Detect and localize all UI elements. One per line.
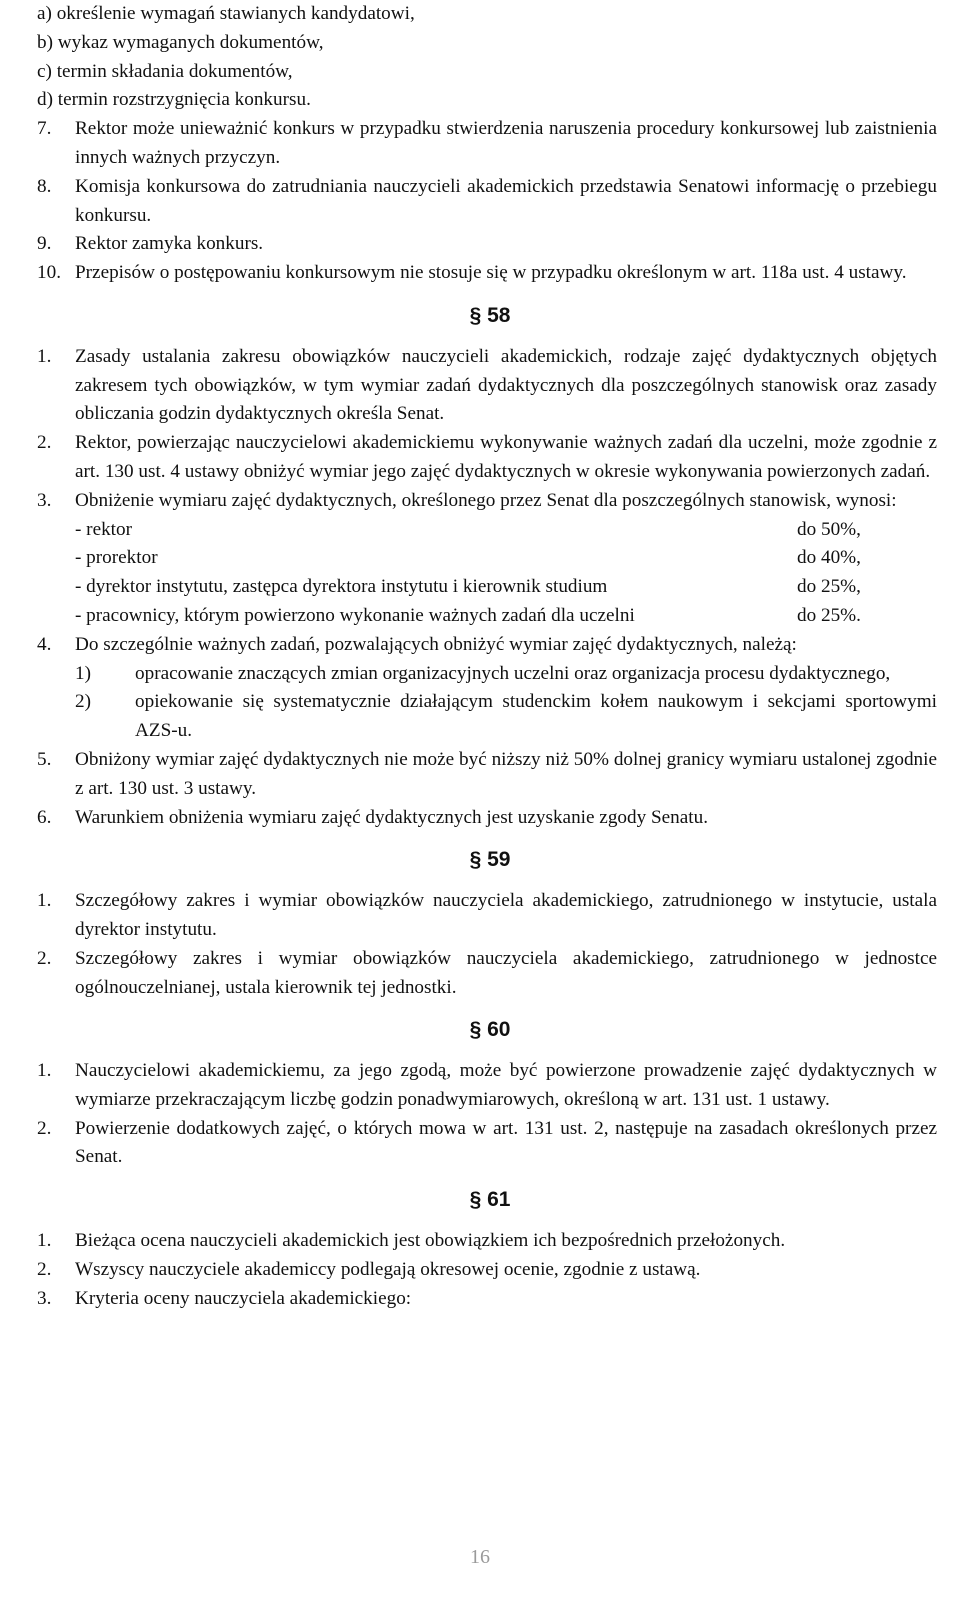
item-number: 1. [37,890,52,912]
document-body [37,0,937,1313]
item-number: 5. [37,748,52,770]
list-item [37,631,937,660]
item-number: 2. [37,947,52,969]
item-number: 1. [37,1230,52,1252]
list-item [37,1256,937,1285]
section-60-items [37,1057,937,1172]
sub-item-number: 2) [75,691,91,713]
reduction-role: - prorektor [75,547,158,569]
section-heading-61: § 61 [469,1188,511,1212]
reduction-value: do 50%, [797,518,861,540]
section-59-items [37,887,937,1002]
reduction-value: do 25%, [797,576,861,598]
item-text: Nauczycielowi akademickiemu, za jego zgodą, może być powierzone prowadzenie zajęć dydaktycznych w wymiarze przekraczającym liczbę godzin ponadwymiarowych, określoną w art. 131 ust. 1 ustawy. [75,1060,937,1110]
item-text: Komisja konkursowa do zatrudniania nauczycieli akademickich przedstawia Senatowi informację o przebiegu konkursu. [75,175,937,226]
item-text: Zasady ustalania zakresu obowiązków nauczycieli akademickich, rodzaje zajęć dydaktycznych objętych zakresem tych obowiązków, w tym wymiar zadań dydaktycznych dla poszczególnych stanowisk oraz zasady obliczania godzin dydaktycznych określa Senat. [75,345,937,425]
item-number: 2. [37,1258,52,1280]
list-item: d) termin rozstrzygnięcia konkursu. [37,89,311,111]
list-item [37,343,937,429]
list-item [37,804,937,833]
list-item: a) określenie wymagań stawianych kandydatowi, [37,3,415,24]
section-heading-59: § 59 [469,848,511,872]
list-item [37,259,937,288]
list-item [37,1285,937,1314]
reduction-row [37,573,937,602]
item-text: Obniżony wymiar zajęć dydaktycznych nie może być niższy niż 50% dolnej granicy wymiaru ustalonej zgodnie z art. 130 ust. 3 ustawy. [75,748,937,799]
page-number: 16 [470,1546,490,1568]
item-number: 6. [37,806,52,828]
item-number: 10. [37,262,61,284]
item-number: 2. [37,432,52,454]
item-number: 8. [37,175,52,197]
list-item [37,1057,937,1115]
sub-item-text: opracowanie znaczących zmian organizacyjnych uczelni oraz organizacja procesu dydaktycznego, [135,662,891,684]
item-text: Powierzenie dodatkowych zajęć, o których mowa w art. 131 ust. 2, następuje na zasadach określonych przez Senat. [75,1117,937,1168]
item-text: Rektor, powierzając nauczycielowi akademickiemu wykonywanie ważnych zadań dla uczelni, może zgodnie z art. 130 ust. 4 ustawy obniżyć wymiar jego zajęć dydaktycznych w okresie wykonywania powierzonych zadań. [75,432,937,482]
item-text: Bieżąca ocena nauczycieli akademickich jest obowiązkiem ich bezpośrednich przełożonych. [75,1230,786,1252]
list-item [37,429,937,487]
item-number: 7. [37,118,52,140]
sub-item-text: opiekowanie się systematycznie działającym studenckim kołem naukowym i sekcjami sportowymi AZS-u. [135,691,937,742]
list-item [37,487,937,516]
item-number: 3. [37,489,52,511]
item-text: Warunkiem obniżenia wymiaru zajęć dydaktycznych jest uzyskanie zgody Senatu. [75,806,709,828]
item-text: Obniżenie wymiaru zajęć dydaktycznych, określonego przez Senat dla poszczególnych stanowisk, wynosi: [75,489,897,511]
list-item [37,1115,937,1173]
reduction-table [37,516,937,631]
reduction-row [37,544,937,573]
section-61-items [37,1227,937,1313]
sub-list [37,660,937,746]
item-text: Szczegółowy zakres i wymiar obowiązków nauczyciela akademickiego, zatrudnionego w jednostce ogólnouczelnianej, ustala kierownik tej jednostki. [75,947,937,998]
section-heading-60: § 60 [469,1018,511,1042]
list-item: c) termin składania dokumentów, [37,60,293,82]
item-text: Do szczególnie ważnych zadań, pozwalających obniżyć wymiar zajęć dydaktycznych, należą: [75,633,797,655]
item-number: 9. [37,233,52,255]
reduction-row [37,602,937,631]
item-text: Wszyscy nauczyciele akademiccy podlegają okresowej ocenie, zgodnie z ustawą. [75,1258,701,1280]
item-number: 1. [37,345,52,367]
item-text: Rektor zamyka konkurs. [75,233,264,255]
list-item [37,115,937,173]
list-item [37,1227,937,1256]
reduction-role: - pracownicy, którym powierzono wykonanie ważnych zadań dla uczelni [75,604,635,626]
reduction-role: - rektor [75,518,133,540]
item-number: 1. [37,1060,52,1082]
list-item [37,230,937,259]
item-number: 2. [37,1117,52,1139]
section-heading-58: § 58 [469,303,511,327]
item-number: 4. [37,633,52,655]
item-text: Szczegółowy zakres i wymiar obowiązków nauczyciela akademickiego, zatrudnionego w instytucie, ustala dyrektor instytutu. [75,890,937,940]
list-item [37,746,937,804]
list-item: b) wykaz wymaganych dokumentów, [37,31,324,53]
list-item [37,887,937,945]
item-text: Kryteria oceny nauczyciela akademickiego: [75,1287,412,1309]
section-58-items [37,343,937,833]
reduction-role: - dyrektor instytutu, zastępca dyrektora instytutu i kierownik studium [75,576,608,598]
item-text: Rektor może unieważnić konkurs w przypadku stwierdzenia naruszenia procedury konkursowej lub zaistnienia innych ważnych przyczyn. [75,118,937,168]
list-item [37,173,937,231]
reduction-value: do 40%, [797,547,861,569]
list-item [37,945,937,1003]
item-number: 3. [37,1287,52,1309]
sub-item-number: 1) [75,662,91,684]
sub-list-item [75,688,937,746]
reduction-row [37,516,937,545]
top-list [37,0,937,115]
sub-list-item [75,660,937,689]
item-text: Przepisów o postępowaniu konkursowym nie stosuje się w przypadku określonym w art. 118a ust. 4 ustawy. [75,262,907,284]
reduction-value: do 25%. [797,604,861,626]
section-57-items [37,115,937,288]
